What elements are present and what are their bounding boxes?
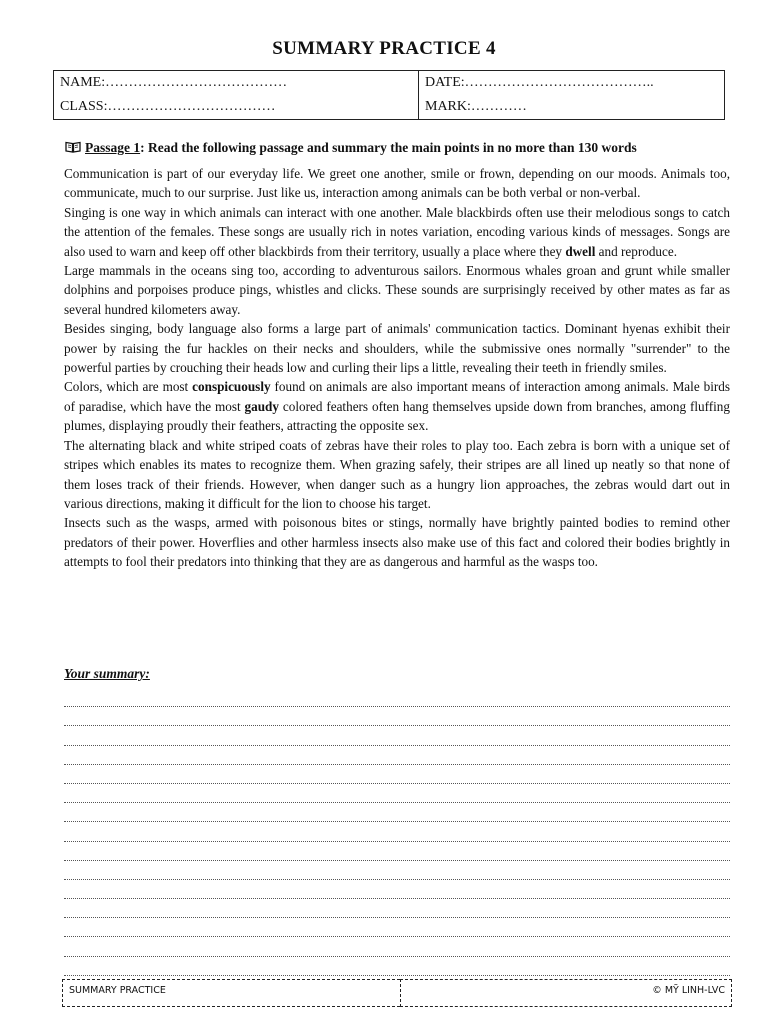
paragraph-text: Communication is part of our everyday life. We greet one another, smile or frown, depending on our moods. Animals too, communicate, much to our surprise. Just like us, interaction among animals can be both verbal or non-verbal. [64,166,730,201]
name-field[interactable]: NAME:………………………………… [54,71,419,95]
summary-line[interactable] [64,688,730,707]
summary-line[interactable] [64,707,730,726]
passage-paragraph [64,377,730,435]
paragraph-text: Besides singing, body language also forms a large part of animals' communication tactics. Dominant hyenas exhibit their power by raising the fur hackles on their necks and shoulders, while the submissive ones normally "surrender" to the powerful parties by crouching their heads low and curling their lips a little, revealing their teeth in friendly smiles. [64,321,730,376]
open-book-icon [65,141,81,153]
mark-field[interactable]: MARK:………… [425,99,527,114]
passage-paragraph [64,261,730,319]
passage-paragraph [64,436,730,514]
page-title: SUMMARY PRACTICE 4 [272,38,496,59]
summary-line[interactable] [64,803,730,822]
paragraph-text: Singing is one way in which animals can interact with one another. Male blackbirds often use their melodious songs to catch the attention of the females. These songs are usually rich in notes variation, encoding various kinds of messages. Songs are also used to warn and keep off other blackbirds from their territory, usually a place where they [64,204,730,259]
summary-line[interactable] [64,899,730,918]
student-info-table [53,70,725,120]
summary-label: Your summary: [64,666,150,681]
passage-paragraph [64,319,730,377]
keyword: gaudy [244,398,279,414]
footer-right: © MỸ LINH-LVC [400,979,732,1007]
summary-line[interactable] [64,726,730,745]
passage-label: Passage 1 [85,140,141,155]
summary-line[interactable] [64,765,730,784]
summary-writing-area[interactable] [64,688,730,976]
passage-instruction [65,140,735,156]
summary-line[interactable] [64,880,730,899]
summary-line[interactable] [64,784,730,803]
summary-line[interactable] [64,746,730,765]
summary-line[interactable] [64,861,730,880]
paragraph-text: Insects such as the wasps, armed with poisonous bites or stings, normally have brightly painted bodies to remind other predators of their power. Hoverflies and other harmless insects also make use of this fact and colored their bodies brightly in attempts to fool their predators into thinking that they are as dangerous and harmful as the wasps too. [64,515,730,570]
paragraph-text: The alternating black and white striped coats of zebras have their roles to play too. Each zebra is born with a unique set of stripes which enables its mates to recognize them. When grazing safely, their stripes are all lined up neatly so that none of them loses track of their friends. However, when danger such as a hungry lion approaches, the zebras would dart out in various directions, making it difficult for the lion to choose his target. [64,437,730,511]
summary-line[interactable] [64,937,730,956]
paragraph-text: found on animals are also important means of interaction among animals. Male birds of paradise, which have the most [64,379,730,414]
page-footer [62,979,732,1007]
summary-line[interactable] [64,842,730,861]
summary-line[interactable] [64,957,730,976]
footer-left: SUMMARY PRACTICE [62,979,400,1007]
summary-line[interactable] [64,918,730,937]
instruction-text: : Read the following passage and summary the main points in no more than 130 words [140,140,637,155]
date-field[interactable]: DATE:………………………………….. [425,75,654,90]
passage-paragraph [64,203,730,261]
paragraph-text: Colors, which are most [64,379,193,395]
passage-paragraph [64,513,730,571]
paragraph-text: colored feathers often hang themselves upside down from branches, among fluffing plumes, displaying proudly their feathers, attracting the opposite sex. [64,398,730,434]
keyword: conspicuously [192,379,271,395]
paragraph-text: Large mammals in the oceans sing too, according to adventurous sailors. Enormous whales groan and grunt while smaller dolphins and porpoises produce pings, whistles and clicks. These sounds are surprisingly received by other mates as far as several hundred kilometers away. [64,263,730,317]
keyword: dwell [565,243,596,259]
passage-paragraph [64,164,730,203]
class-field[interactable]: CLASS:……………………………… [54,95,419,119]
paragraph-text: and reproduce. [595,243,678,259]
summary-line[interactable] [64,822,730,841]
passage-text [64,164,730,572]
